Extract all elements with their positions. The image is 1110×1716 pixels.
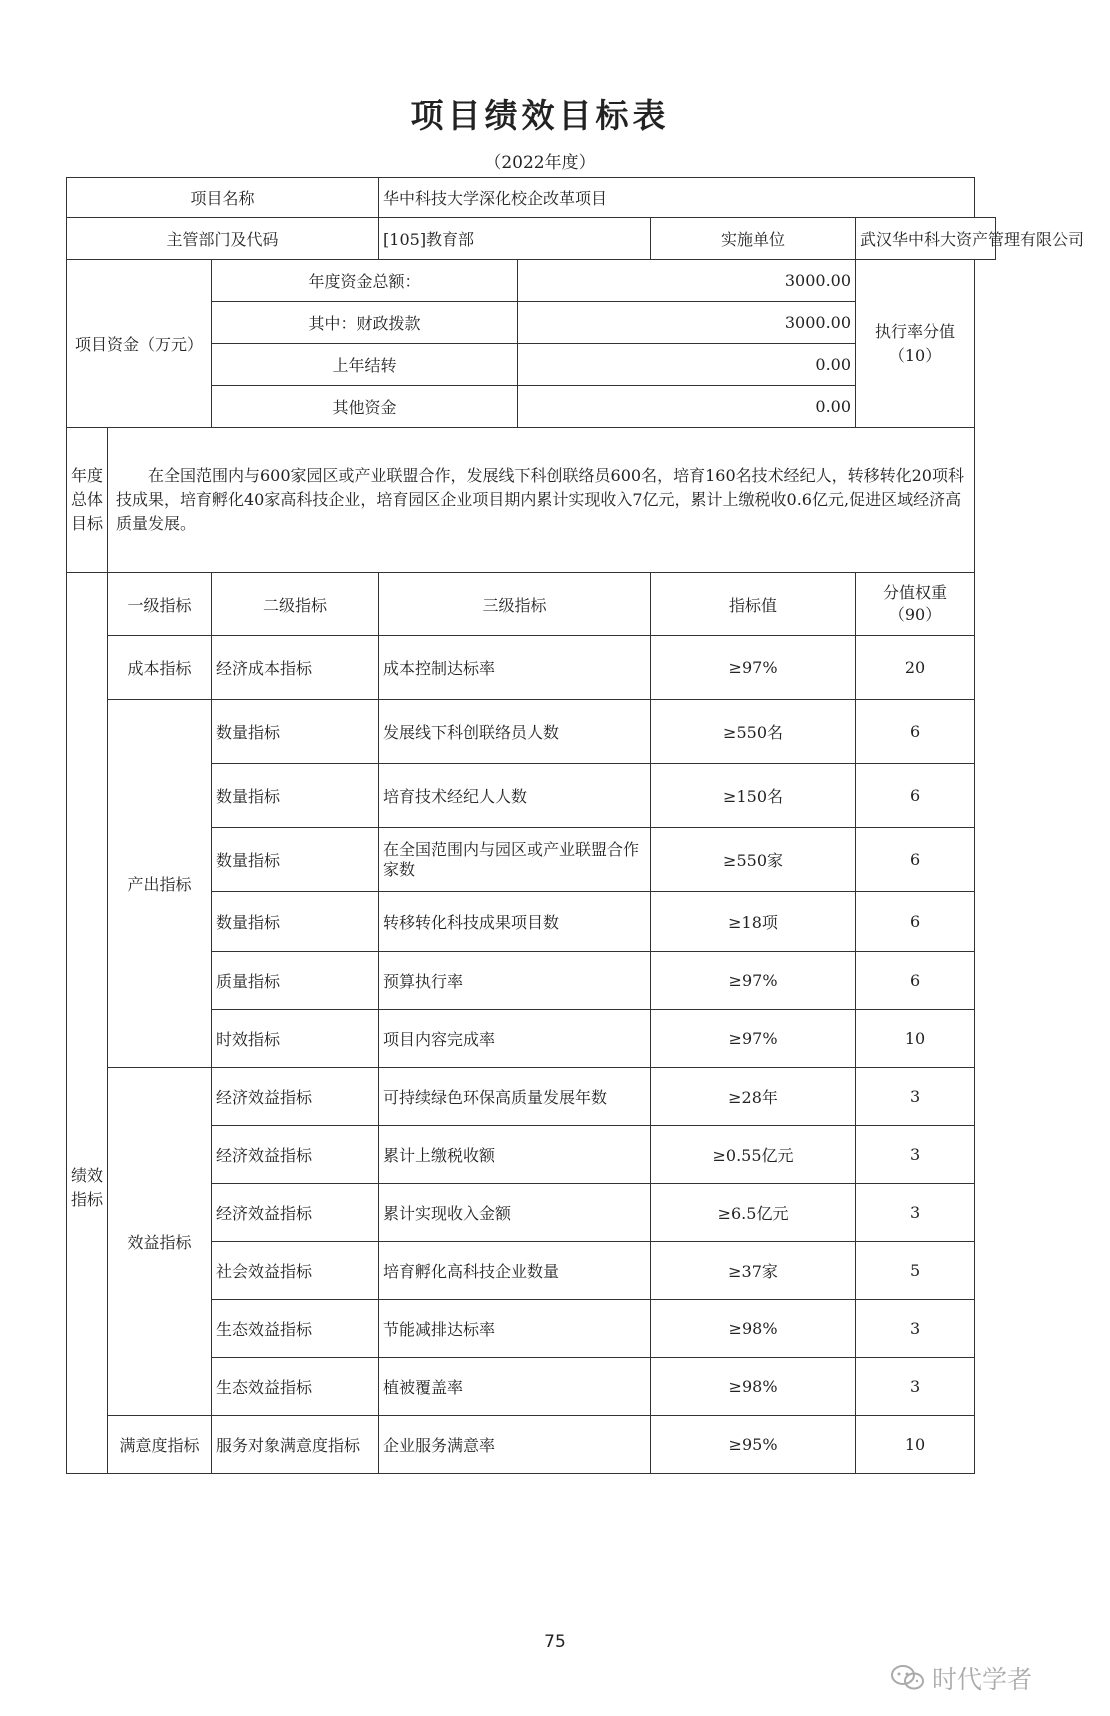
value-cell: ≥98% [651,1300,856,1358]
table-row [67,1416,996,1474]
value-cell: ≥97% [651,1010,856,1068]
department-row [67,218,996,260]
group-output: 产出指标 [108,700,212,1068]
value-cell: ≥95% [651,1416,856,1474]
weight-cell: 20 [856,636,975,700]
level3-cell: 节能减排达标率 [379,1300,651,1358]
value-cell: ≥550名 [651,700,856,764]
table-row [67,700,996,764]
department-label: 主管部门及代码 [67,218,379,260]
annual-goal-row [67,428,996,573]
value-cell: ≥0.55亿元 [651,1126,856,1184]
level2-cell: 经济效益指标 [212,1184,379,1242]
weight-cell: 3 [856,1184,975,1242]
level2-cell: 数量指标 [212,892,379,952]
annual-goal-label: 年度总体目标 [67,428,108,573]
group-cost: 成本指标 [108,636,212,700]
weight-cell: 6 [856,828,975,892]
performance-table [66,177,1085,1474]
performance-indicator-label: 绩效指标 [67,573,108,1474]
header-level2: 二级指标 [212,573,379,636]
level3-cell: 植被覆盖率 [379,1358,651,1416]
funds-item-value: 3000.00 [518,302,856,344]
annual-goal-text: 在全国范围内与600家园区或产业联盟合作，发展线下科创联络员600名，培育160名技术经纪人，转移转化20项科技成果，培育孵化40家高科技企业，培育园区企业项目期内累计实现收入7亿元，累计上缴税收0.6亿元,促进区域经济高质量发展。 [108,428,975,573]
weight-cell: 6 [856,700,975,764]
level3-cell: 累计实现收入金额 [379,1184,651,1242]
funds-item-value: 0.00 [518,344,856,386]
value-cell: ≥18项 [651,892,856,952]
funds-row-total [67,260,996,302]
header-indicator-value: 指标值 [651,573,856,636]
value-cell: ≥28年 [651,1068,856,1126]
header-level1: 一级指标 [108,573,212,636]
level3-cell: 转移转化科技成果项目数 [379,892,651,952]
level2-cell: 社会效益指标 [212,1242,379,1300]
level2-cell: 经济效益指标 [212,1126,379,1184]
level3-cell: 成本控制达标率 [379,636,651,700]
funds-item-value: 3000.00 [518,260,856,302]
level2-cell: 生态效益指标 [212,1358,379,1416]
project-name-value: 华中科技大学深化校企改革项目 [379,178,975,218]
level2-cell: 生态效益指标 [212,1300,379,1358]
funds-label: 项目资金（万元） [67,260,212,428]
header-level3: 三级指标 [379,573,651,636]
weight-cell: 3 [856,1300,975,1358]
project-name-row [67,178,996,218]
level2-cell: 经济效益指标 [212,1068,379,1126]
header-weight: 分值权重（90） [856,573,975,636]
weight-cell: 10 [856,1416,975,1474]
document-title: 项目绩效目标表 [410,96,670,135]
weight-cell: 6 [856,892,975,952]
weight-cell: 6 [856,952,975,1010]
value-cell: ≥97% [651,636,856,700]
weight-cell: 3 [856,1126,975,1184]
funds-item-label: 年度资金总额： [212,260,518,302]
level2-cell: 经济成本指标 [212,636,379,700]
wechat-icon [890,1664,926,1692]
level2-cell: 服务对象满意度指标 [212,1416,379,1474]
level3-cell: 项目内容完成率 [379,1010,651,1068]
funds-item-label: 其中：财政拨款 [212,302,518,344]
watermark-text: 时代学者 [931,1665,1032,1694]
level3-cell: 企业服务满意率 [379,1416,651,1474]
value-cell: ≥550家 [651,828,856,892]
project-name-label: 项目名称 [67,178,379,218]
level3-cell: 预算执行率 [379,952,651,1010]
group-benefit: 效益指标 [108,1068,212,1416]
page-number: 75 [544,1632,566,1652]
weight-cell: 3 [856,1068,975,1126]
level2-cell: 数量指标 [212,764,379,828]
funds-item-label: 其他资金 [212,386,518,428]
execution-rate-label: 执行率分值（10） [856,260,975,428]
level2-cell: 时效指标 [212,1010,379,1068]
value-cell: ≥98% [651,1358,856,1416]
performance-header-row [67,573,996,636]
value-cell: ≥37家 [651,1242,856,1300]
implementing-unit-label: 实施单位 [651,218,856,260]
table-row [67,1068,996,1126]
level3-cell: 在全国范围内与园区或产业联盟合作家数 [379,828,651,892]
table-row [67,636,996,700]
value-cell: ≥6.5亿元 [651,1184,856,1242]
watermark [890,1660,1032,1696]
group-satisfaction: 满意度指标 [108,1416,212,1474]
value-cell: ≥97% [651,952,856,1010]
level2-cell: 数量指标 [212,828,379,892]
level3-cell: 累计上缴税收额 [379,1126,651,1184]
level2-cell: 数量指标 [212,700,379,764]
level3-cell: 可持续绿色环保高质量发展年数 [379,1068,651,1126]
weight-cell: 10 [856,1010,975,1068]
level2-cell: 质量指标 [212,952,379,1010]
weight-cell: 5 [856,1242,975,1300]
document-year: （2022年度） [484,153,596,173]
weight-cell: 3 [856,1358,975,1416]
level3-cell: 发展线下科创联络员人数 [379,700,651,764]
funds-item-label: 上年结转 [212,344,518,386]
level3-cell: 培育孵化高科技企业数量 [379,1242,651,1300]
weight-cell: 6 [856,764,975,828]
implementing-unit-value: 武汉华中科大资产管理有限公司 [856,218,996,260]
funds-item-value: 0.00 [518,386,856,428]
value-cell: ≥150名 [651,764,856,828]
department-value: [105]教育部 [379,218,651,260]
level3-cell: 培育技术经纪人人数 [379,764,651,828]
